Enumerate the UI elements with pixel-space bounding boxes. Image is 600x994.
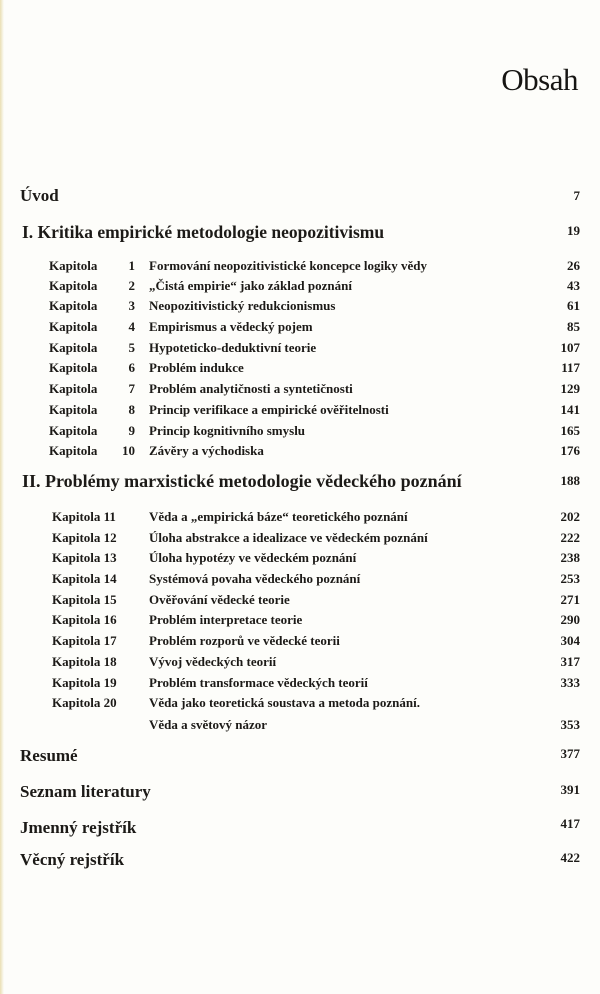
- toc-chapter[interactable]: [0, 298, 600, 316]
- toc-chapter[interactable]: [0, 278, 600, 296]
- chapter-page: 304: [560, 633, 580, 648]
- chapter-title: Závěry a východiska: [149, 443, 264, 458]
- chapter-page: 117: [561, 360, 580, 375]
- chapter-label: Kapitola: [49, 443, 98, 458]
- toc-chapter[interactable]: [0, 695, 600, 735]
- chapter-page: 141: [560, 402, 580, 417]
- toc-chapter[interactable]: [0, 509, 600, 527]
- toc-chapter[interactable]: [0, 340, 600, 358]
- part-page: 188: [560, 473, 580, 488]
- chapter-page: 317: [560, 654, 580, 669]
- chapter-title: Problém rozporů ve vědecké teorii: [149, 633, 340, 648]
- chapter-label: Kapitola 16: [52, 612, 117, 627]
- chapter-label: Kapitola: [49, 278, 98, 293]
- chapter-label: Kapitola 17: [52, 633, 117, 648]
- chapter-label: Kapitola: [49, 402, 98, 417]
- page-title: Obsah: [501, 62, 578, 97]
- chapter-page: 271: [560, 592, 580, 607]
- toc-chapter[interactable]: [0, 319, 600, 337]
- chapter-page: 176: [560, 443, 580, 458]
- chapter-label: Kapitola 11: [52, 509, 116, 524]
- part-title: II. Problémy marxistické metodologie vědeckého poznání: [22, 471, 462, 491]
- chapter-title: Empirismus a vědecký pojem: [149, 319, 313, 334]
- chapter-title: Princip kognitivního smyslu: [149, 423, 306, 438]
- toc-entry-resume[interactable]: [0, 746, 600, 770]
- page-edge-shadow: [0, 0, 4, 994]
- chapter-page: 290: [560, 612, 580, 627]
- chapter-label: Kapitola 20: [52, 695, 117, 710]
- toc-entry-label: Jmenný rejstřík: [20, 818, 137, 837]
- chapter-label: Kapitola: [49, 298, 98, 313]
- chapter-page: 353: [560, 717, 580, 732]
- part-title: I. Kritika empirické metodologie neopozitivismu: [22, 222, 385, 242]
- chapter-number: 3: [128, 298, 135, 313]
- chapter-title: Problém interpretace teorie: [149, 612, 303, 627]
- toc-chapter[interactable]: [0, 381, 600, 399]
- chapter-label: Kapitola: [49, 340, 98, 355]
- chapter-label: Kapitola: [49, 258, 98, 273]
- toc-entry-bibliography[interactable]: [0, 782, 600, 806]
- chapter-title: Vývoj vědeckých teorií: [149, 654, 277, 669]
- chapter-title: Neopozitivistický redukcionismus: [149, 298, 336, 313]
- toc-entry-name-index[interactable]: [0, 818, 600, 842]
- chapter-page: 253: [560, 571, 580, 586]
- toc-entry-page: 417: [560, 816, 580, 831]
- chapter-page: 26: [567, 258, 580, 273]
- chapter-title-continuation: Věda a světový názor: [149, 717, 268, 732]
- toc-entry-intro[interactable]: [0, 186, 600, 210]
- chapter-title: Úloha abstrakce a idealizace ve vědeckém poznání: [149, 530, 428, 545]
- toc-chapter[interactable]: [0, 675, 600, 693]
- toc-chapter[interactable]: [0, 571, 600, 589]
- toc-entry-label: Věcný rejstřík: [20, 850, 125, 869]
- chapter-title: Věda jako teoretická soustava a metoda poznání.: [149, 695, 420, 710]
- chapter-label: Kapitola 15: [52, 592, 117, 607]
- toc-entry-subject-index[interactable]: [0, 850, 600, 874]
- toc-chapter[interactable]: [0, 402, 600, 420]
- chapter-label: Kapitola 18: [52, 654, 117, 669]
- chapter-label: Kapitola 12: [52, 530, 117, 545]
- toc-entry-label: Resumé: [20, 746, 78, 765]
- chapter-page: 43: [567, 278, 580, 293]
- chapter-number: 5: [128, 340, 135, 355]
- chapter-number: 10: [122, 443, 135, 458]
- chapter-number: 9: [128, 423, 135, 438]
- chapter-title: „Čistá empirie“ jako základ poznání: [149, 278, 352, 293]
- toc-chapter[interactable]: [0, 423, 600, 441]
- chapter-label: Kapitola: [49, 319, 98, 334]
- chapter-title: Ověřování vědecké teorie: [149, 592, 290, 607]
- toc-chapter[interactable]: [0, 258, 600, 276]
- chapter-page: 165: [560, 423, 580, 438]
- chapter-label: Kapitola 19: [52, 675, 117, 690]
- chapter-label: Kapitola: [49, 360, 98, 375]
- chapter-page: 222: [560, 530, 580, 545]
- toc-chapter[interactable]: [0, 530, 600, 548]
- chapter-label: Kapitola 13: [52, 550, 117, 565]
- chapter-title: Problém analytičnosti a syntetičnosti: [149, 381, 353, 396]
- toc-entry-label: Úvod: [20, 186, 59, 205]
- chapter-number: 2: [128, 278, 135, 293]
- chapter-page: 129: [560, 381, 580, 396]
- chapter-title: Systémová povaha vědeckého poznání: [149, 571, 361, 586]
- toc-entry-page: 422: [560, 850, 580, 865]
- chapter-page: 238: [560, 550, 580, 565]
- chapter-title: Problém transformace vědeckých teorií: [149, 675, 368, 690]
- toc-chapter[interactable]: [0, 654, 600, 672]
- chapter-page: 333: [560, 675, 580, 690]
- toc-part-2[interactable]: [0, 471, 600, 495]
- chapter-page: 61: [567, 298, 580, 313]
- toc-chapter[interactable]: [0, 443, 600, 461]
- toc-entry-page: 377: [560, 746, 580, 761]
- chapter-title: Problém indukce: [149, 360, 244, 375]
- part-page: 19: [567, 223, 580, 238]
- chapter-page: 202: [560, 509, 580, 524]
- chapter-title: Věda a „empirická báze“ teoretického poznání: [149, 509, 408, 524]
- chapter-page: 85: [567, 319, 580, 334]
- toc-chapter[interactable]: [0, 612, 600, 630]
- toc-entry-label: Seznam literatury: [20, 782, 151, 801]
- chapter-title: Hypoteticko-deduktivní teorie: [149, 340, 317, 355]
- chapter-title: Úloha hypotézy ve vědeckém poznání: [149, 550, 357, 565]
- toc-chapter[interactable]: [0, 633, 600, 651]
- chapter-title: Princip verifikace a empirické ověřitelnosti: [149, 402, 389, 417]
- toc-chapter[interactable]: [0, 592, 600, 610]
- chapter-label: Kapitola: [49, 423, 98, 438]
- toc-chapter[interactable]: [0, 550, 600, 568]
- chapter-number: 8: [128, 402, 135, 417]
- toc-part-1[interactable]: [0, 222, 600, 246]
- toc-chapter[interactable]: [0, 360, 600, 378]
- chapter-number: 4: [128, 319, 135, 334]
- chapter-label: Kapitola: [49, 381, 98, 396]
- chapter-title: Formování neopozitivistické koncepce logiky vědy: [149, 258, 428, 273]
- toc-entry-page: 391: [560, 782, 580, 797]
- toc-entry-page: 7: [573, 188, 580, 203]
- chapter-number: 6: [128, 360, 135, 375]
- chapter-page: 107: [560, 340, 580, 355]
- chapter-number: 1: [128, 258, 135, 273]
- chapter-number: 7: [128, 381, 135, 396]
- chapter-label: Kapitola 14: [52, 571, 117, 586]
